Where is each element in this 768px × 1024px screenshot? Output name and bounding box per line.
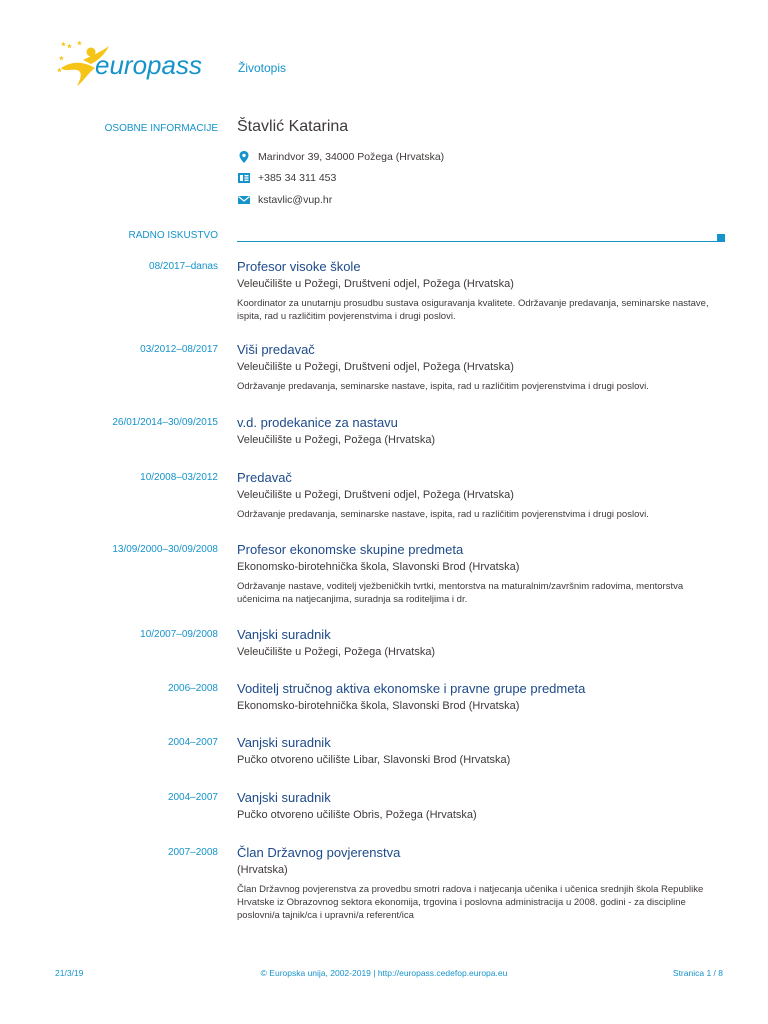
entry-date: 13/09/2000–30/09/2008 [112,544,218,555]
entry-title: Vanjski suradnik [237,735,331,750]
entry-title: Vanjski suradnik [237,627,331,642]
entry-organization: Veleučilište u Požegi, Društveni odjel, Požega (Hrvatska) [237,489,514,501]
footer-copyright: © Europska unija, 2002-2019 | http://europass.cedefop.europa.eu [260,968,508,978]
entry-date: 2004–2007 [167,792,218,803]
entry-date: 10/2008–03/2012 [140,472,218,483]
entry-description: Održavanje nastave, voditelj vježbeničkih tvrtki, mentorstva na maturalnim/završnim radovima, mentorstva učenicima na natjecanjima, suradnja sa roditeljima i dr. [237,581,684,605]
footer-page-number: Stranica 1 / 8 [672,968,723,978]
section-divider [237,241,717,242]
entry-date: 26/01/2014–30/09/2015 [112,417,218,428]
phone-text: +385 34 311 453 [258,172,337,184]
entry-title: Član Državnog povjerenstva [237,845,401,860]
header [55,38,475,93]
location-pin-icon [237,150,251,164]
entry-date: 2007–2008 [167,847,218,858]
entry-description: Član Državnog povjerenstva za provedbu smotri radova i natjecanja učenika i učenica srednjih škola Republike Hrvatske iz Obrazovnog sektora ekonomija, trgovina i poslovna administracija u 2008. godini - za discipline poslovni/a tajnik/ca i upravni/a referent/ica [237,884,704,921]
entry-organization: Pučko otvoreno učilište Libar, Slavonski Brod (Hrvatska) [237,754,511,766]
work-experience-label: RADNO ISKUSTVO [128,230,218,241]
personal-info-label: OSOBNE INFORMACIJE [104,123,218,134]
entry-title: Profesor ekonomske skupine predmeta [237,542,464,557]
entry-organization: Veleučilište u Požegi, Društveni odjel, Požega (Hrvatska) [237,361,514,373]
person-name: Štavlić Katarina [237,118,349,135]
entry-date: 10/2007–09/2008 [140,629,218,640]
footer-date: 21/3/19 [55,968,84,978]
entry-title: Profesor visoke škole [237,259,361,274]
entry-organization: (Hrvatska) [237,864,288,876]
email-link[interactable]: kstavlic@vup.hr [258,194,333,206]
entry-organization: Ekonomsko-birotehnička škola, Slavonski Brod (Hrvatska) [237,561,520,573]
entry-organization: Veleučilište u Požegi, Požega (Hrvatska) [237,434,436,446]
entry-date: 2004–2007 [167,737,218,748]
entry-description: Koordinator za unutarnju prosudbu sustava osiguravanja kvalitete. Održavanje predavanja, seminarske nastave, ispita, rad u različitim povjerenstvima i drugi poslovi. [237,298,709,322]
entry-description: Održavanje predavanja, seminarske nastave, ispita, rad u različitim povjerenstvima i drugi poslovi. [237,381,649,392]
entry-title: Voditelj stručnog aktiva ekonomske i pravne grupe predmeta [237,681,586,696]
europass-logo [55,38,225,93]
email-icon [237,193,251,207]
entry-date: 08/2017–danas [149,261,218,272]
entry-description: Održavanje predavanja, seminarske nastave, ispita, rad u različitim povjerenstvima i drugi poslovi. [237,509,649,520]
entry-organization: Veleučilište u Požegi, Požega (Hrvatska) [237,646,436,658]
entry-title: v.d. prodekanice za nastavu [237,415,398,430]
entry-date: 03/2012–08/2017 [140,344,218,355]
entry-organization: Ekonomsko-birotehnička škola, Slavonski Brod (Hrvatska) [237,700,520,712]
address-text: Marindvor 39, 34000 Požega (Hrvatska) [258,151,445,163]
logo-text: europass [95,50,202,80]
entry-organization: Veleučilište u Požegi, Društveni odjel, Požega (Hrvatska) [237,278,514,290]
entry-title: Viši predavač [237,342,315,357]
entry-date: 2006–2008 [167,683,218,694]
entry-organization: Pučko otvoreno učilište Obris, Požega (Hrvatska) [237,809,477,821]
document-title: Životopis [238,61,287,75]
entry-title: Predavač [237,470,292,485]
section-marker [717,234,725,242]
phone-icon [237,171,251,185]
entry-title: Vanjski suradnik [237,790,331,805]
